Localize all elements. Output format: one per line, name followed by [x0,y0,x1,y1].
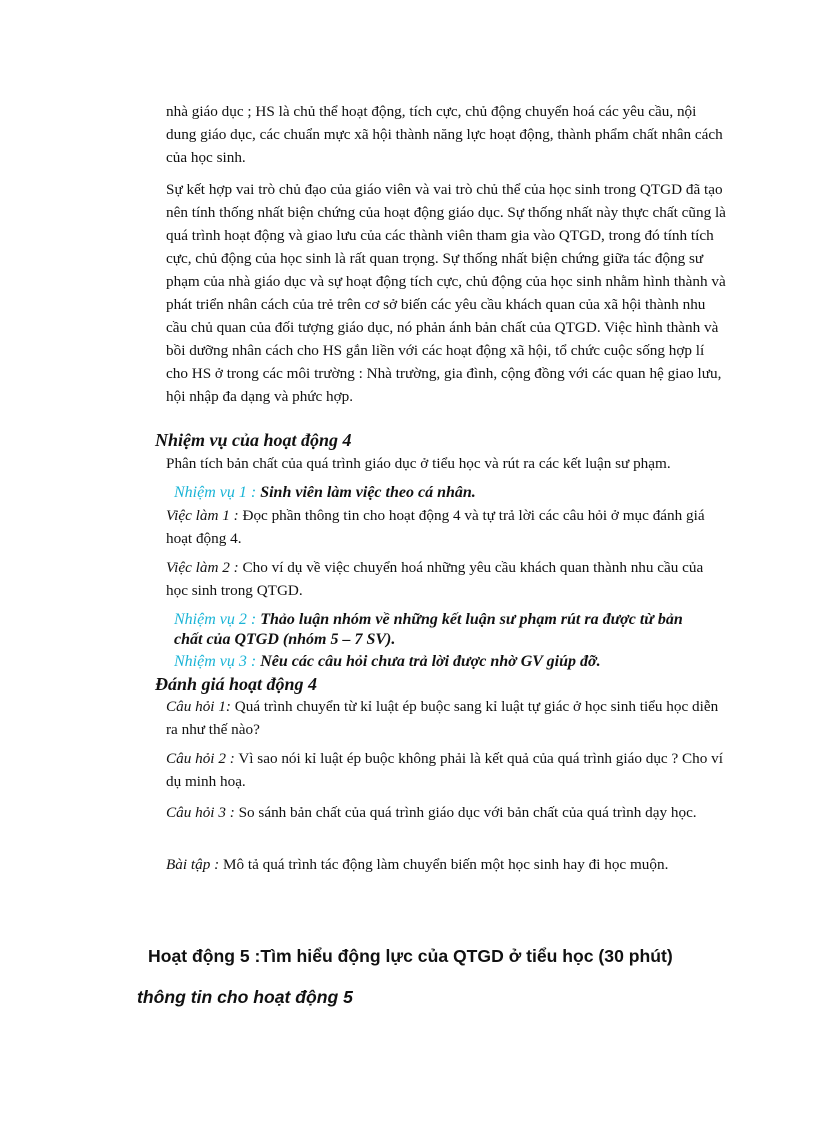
question-2-text: Vì sao nói kỉ luật ép buộc không phải là kết quả của quá trình giáo dục ? Cho ví dụ minh hoạ. [166,750,723,790]
work-1-label: Việc làm 1 : [166,507,239,524]
activity-5-title: Hoạt động 5 :Tìm hiểu động lực của QTGD ở tiểu học (30 phút) [148,946,673,966]
question-1-label: Câu hỏi 1: [166,698,231,715]
work-2 [166,556,726,602]
tasks-intro: Phân tích bản chất của quá trình giáo dục ở tiểu học và rút ra các kết luận sư phạm. [166,455,671,472]
task-2-label: Nhiệm vụ 2 : [174,611,257,628]
work-2-label: Việc làm 2 : [166,559,239,576]
task-3 [174,652,714,672]
question-1 [166,695,726,741]
intro-paragraph-2: Sự kết hợp vai trò chủ đạo của giáo viên và vai trò chủ thể của học sinh trong QTGD đã tạo nên tính thống nhất biện chứng của hoạt động giáo dục. Sự thống nhất này thực chất cũng là quá trình hoạt động và giao lưu của các thành viên tham gia vào QTGD, trong đó tính tích cực, chủ động của học sinh là rất quan trọng. Sự thống nhất biện chứng giữa tác động sư phạm của nhà giáo dục và sự hoạt động tích cực, chủ động của học sinh nhằm hình thành và phát triển nhân cách của trẻ trên cơ sở biến các yêu cầu khách quan của xã hội thành nhu cầu chủ quan của đối tượng giáo dục, nó phản ánh bản chất của QTGD. Việc hình thành và bồi dưỡng nhân cách cho HS gắn liền với các hoạt động xã hội, tổ chức cuộc sống hợp lí cho HS ở trong các môi trường : Nhà trường, gia đình, cộng đồng với các quan hệ giao lưu, hội nhập đa dạng và phức hợp. [166,181,726,405]
task-3-label: Nhiệm vụ 3 : [174,653,257,670]
task-2 [174,610,714,650]
exercise [166,853,726,876]
question-2-label: Câu hỏi 2 : [166,750,235,767]
task-3-text: Nêu các câu hỏi chưa trả lời được nhờ GV giúp đỡ. [260,653,601,670]
evaluation-heading: Đánh giá hoạt động 4 [155,674,318,694]
question-3-text: So sánh bản chất của quá trình giáo dục với bản chất của quá trình dạy học. [238,804,697,821]
intro-paragraph-1: nhà giáo dục ; HS là chủ thể hoạt động, tích cực, chủ động chuyển hoá các yêu cầu, nội dung giáo dục, các chuẩn mực xã hội thành năng lực hoạt động, thành phẩm chất nhân cách của học sinh. [166,103,723,166]
work-1-text: Đọc phần thông tin cho hoạt động 4 và tự trả lời các câu hỏi ở mục đánh giá hoạt động 4. [166,507,705,547]
exercise-text: Mô tả quá trình tác động làm chuyển biến một học sinh hay đi học muộn. [222,856,669,873]
work-1 [166,504,726,550]
task-1-text: Sinh viên làm việc theo cá nhân. [260,484,476,501]
activity-5-info-heading: thông tin cho hoạt động 5 [137,987,353,1007]
work-2-text: Cho ví dụ về việc chuyển hoá những yêu cầu khách quan thành nhu cầu của học sinh trong QTGD. [166,559,704,599]
task-2-text: Thảo luận nhóm về những kết luận sư phạm rút ra được từ bản chất của QTGD (nhóm 5 – 7 SV). [174,611,683,648]
exercise-label: Bài tập : [166,856,220,873]
task-1 [174,483,714,503]
question-3 [166,801,726,824]
question-1-text: Quá trình chuyển từ kỉ luật ép buộc sang kỉ luật tự giác ở học sinh tiểu học diễn ra như thế nào? [166,698,719,738]
task-1-label: Nhiệm vụ 1 : [174,484,257,501]
question-3-label: Câu hỏi 3 : [166,804,235,821]
question-2 [166,747,726,793]
tasks-heading: Nhiệm vụ của hoạt động 4 [155,430,352,450]
